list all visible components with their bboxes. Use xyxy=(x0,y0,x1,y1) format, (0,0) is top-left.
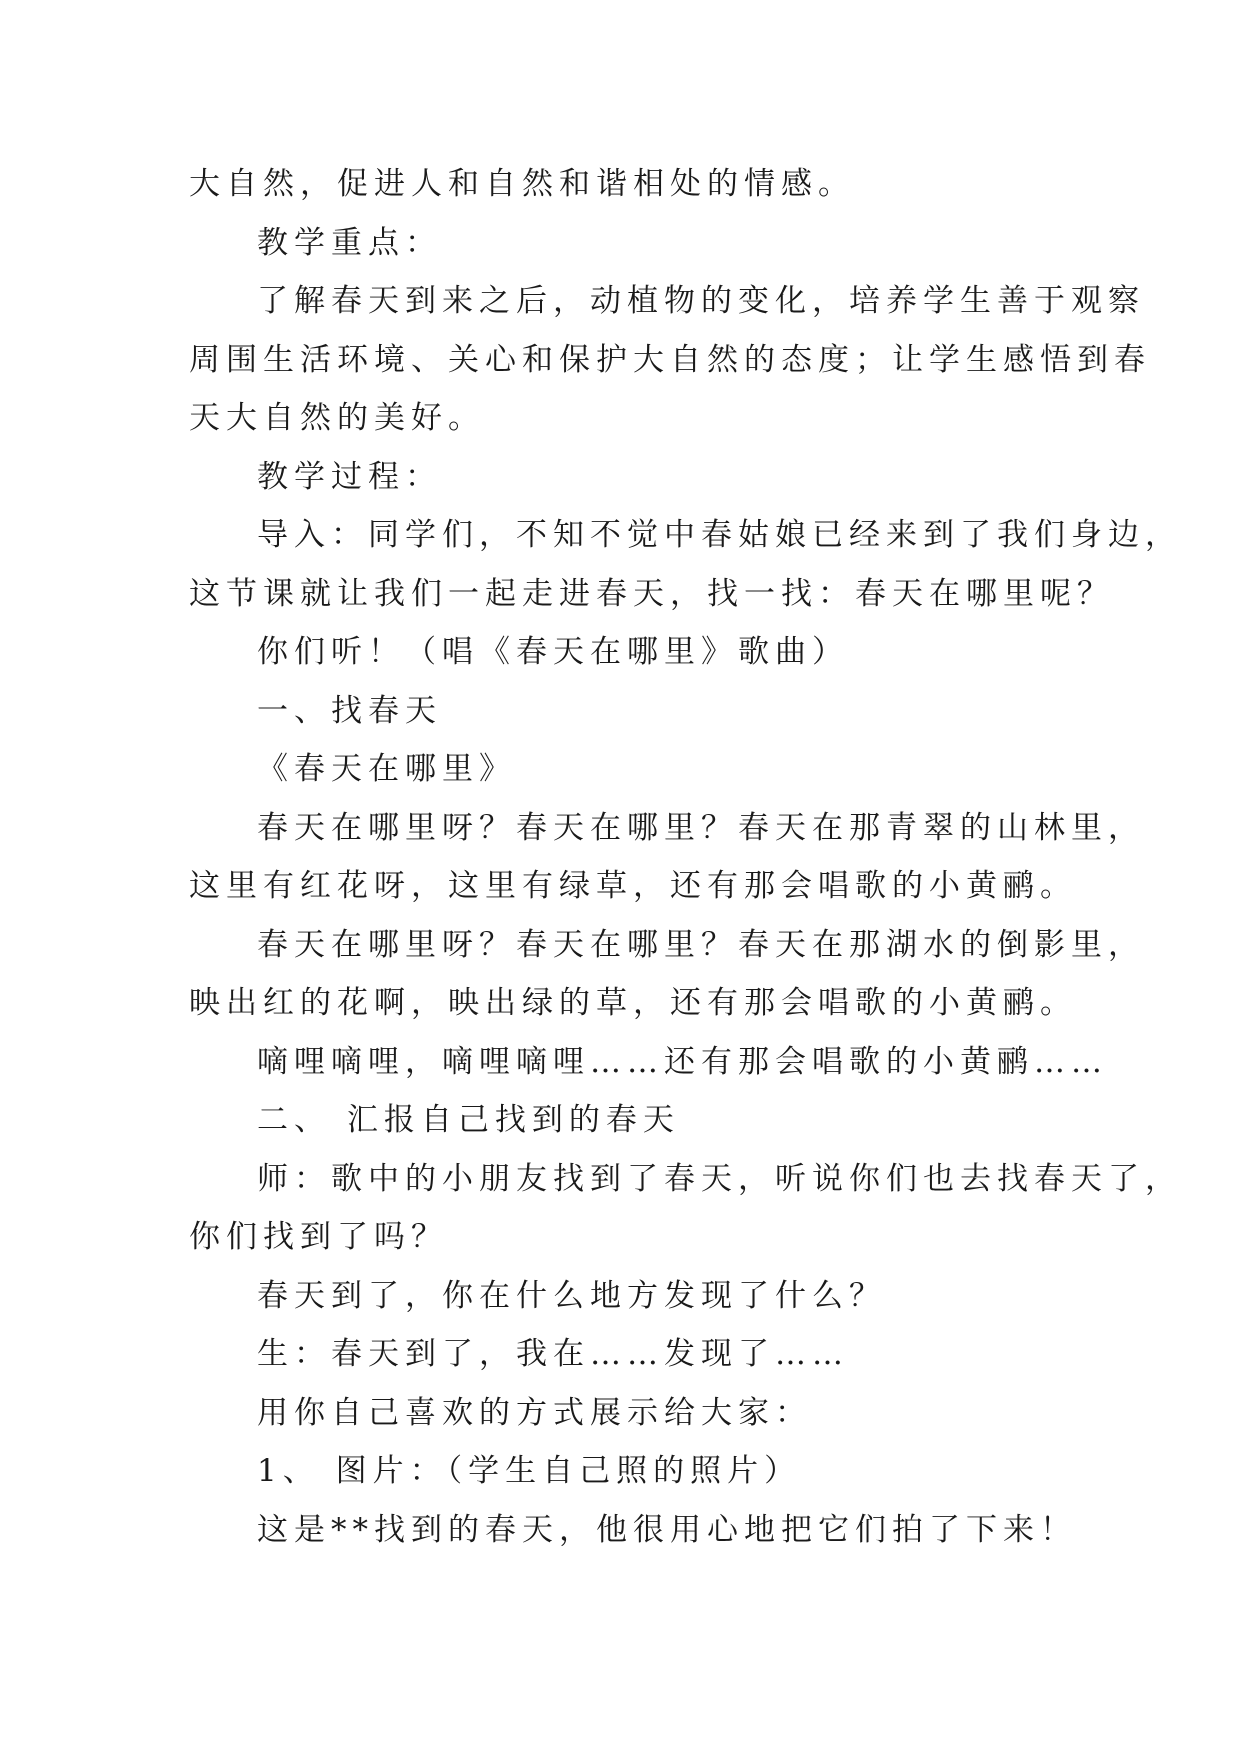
list-item: 1、 图片：（学生自己照的照片） xyxy=(257,1453,802,1489)
text-line: 春天到了，你在什么地方发现了什么？ xyxy=(257,1277,886,1314)
text-line: 周围生活环境、关心和保护大自然的态度；让学生感悟到春 xyxy=(189,341,1151,378)
text-line: 导入：同学们，不知不觉中春姑娘已经来到了我们身边， xyxy=(257,517,1182,553)
song-title: 《春天在哪里》 xyxy=(257,751,516,787)
section-heading: 二、 汇报自己找到的春天 xyxy=(257,1102,680,1138)
lyrics-line: 春天在哪里呀？春天在哪里？春天在那湖水的倒影里， xyxy=(257,926,1145,963)
lyrics-line: 映出红的花啊，映出绿的草，还有那会唱歌的小黄鹂。 xyxy=(189,985,1077,1021)
text-line: 生：春天到了，我在……发现了…… xyxy=(257,1336,849,1372)
text-line: 你们听！（唱《春天在哪里》歌曲） xyxy=(257,634,849,670)
text-line: 天大自然的美好。 xyxy=(189,400,485,436)
document-page xyxy=(189,155,1182,1559)
text-line: 你们找到了吗？ xyxy=(189,1219,448,1255)
section-heading: 一、找春天 xyxy=(257,692,442,729)
text-line: 大自然，促进人和自然和谐相处的情感。 xyxy=(189,166,855,202)
text-line: 了解春天到来之后，动植物的变化，培养学生善于观察 xyxy=(257,283,1145,319)
lyrics-line: 嘀哩嘀哩，嘀哩嘀哩……还有那会唱歌的小黄鹂…… xyxy=(257,1043,1108,1080)
lyrics-line: 春天在哪里呀？春天在哪里？春天在那青翠的山林里， xyxy=(257,809,1145,846)
text-line: 这节课就让我们一起走进春天，找一找：春天在哪里呢？ xyxy=(189,575,1114,612)
text-line: 师：歌中的小朋友找到了春天，听说你们也去找春天了， xyxy=(257,1160,1182,1197)
section-heading: 教学过程： xyxy=(257,458,442,495)
lyrics-line: 这里有红花呀，这里有绿草，还有那会唱歌的小黄鹂。 xyxy=(189,868,1077,904)
text-line: 这是**找到的春天，他很用心地把它们拍了下来！ xyxy=(257,1511,1077,1548)
text-line: 用你自己喜欢的方式展示给大家： xyxy=(257,1394,812,1431)
section-heading: 教学重点： xyxy=(257,224,442,261)
